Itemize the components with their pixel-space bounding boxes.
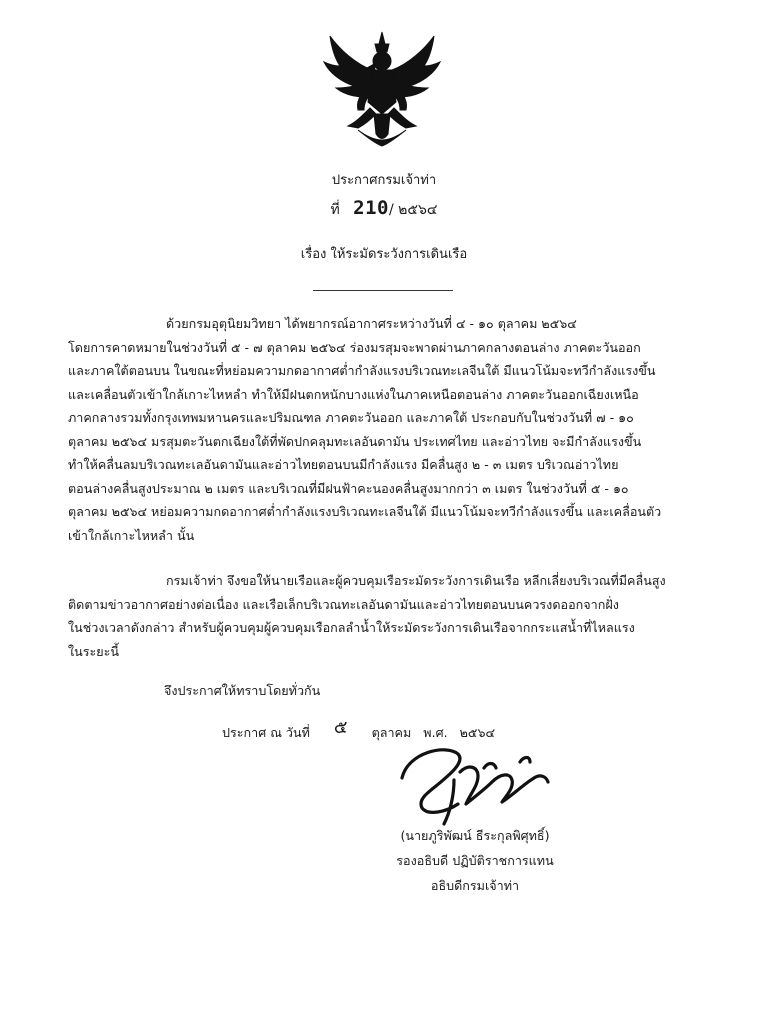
signatory-title: อธิบดีกรมเจ้าท่า <box>430 878 520 893</box>
closing-statement: จึงประกาศให้ทราบโดยทั่วกัน <box>164 683 321 698</box>
signatory-position: รองอธิบดี ปฏิบัติราชการแทน <box>396 853 554 868</box>
date-year: ๒๕๖๔ <box>459 725 495 740</box>
body-paragraph-2 <box>68 569 728 663</box>
garuda-emblem-icon <box>318 30 446 148</box>
paragraph-line: ในช่วงเวลาดังกล่าว สำหรับผู้ควบคุมผู้ควบคุมเรือกลลำน้ำให้ระมัดระวังการเดินเรือจากกระแสน้ำที่ไหลแรง <box>68 620 635 635</box>
paragraph-line: ตอนล่างคลื่นสูงประมาณ ๒ เมตร และบริเวณที่มีฝนฟ้าคะนองคลื่นสูงมากกว่า ๓ เมตร ในช่วงวันที่ ๕ - ๑๐ <box>68 480 629 496</box>
handwritten-signature-icon <box>388 738 558 828</box>
paragraph-line: ภาคกลางรวมทั้งกรุงเทพมหานครและปริมณฑล ภาคตะวันออก และภาคใต้ ประกอบกับในช่วงวันที่ ๗ - ๑๐ <box>68 410 634 425</box>
date-day: ๕ <box>333 717 348 738</box>
paragraph-line: ติดตามข่าวอากาศอย่างต่อเนื่อง และเรือเล็กบริเวณทะเลอันดามันและอ่าวไทยตอนบนควรงดออกจากฝั่ง <box>68 596 619 612</box>
paragraph-line: และภาคใต้ตอนบน ในขณะที่หย่อมความกดอากาศต่ำกำลังแรงบริเวณทะเลจีนใต้ มีแนวโน้มจะทวีกำลังแรงขึ้น <box>68 363 656 378</box>
paragraph-line: เข้าใกล้เกาะไหหลำ นั้น <box>68 527 195 543</box>
paragraph-line: ในระยะนี้ <box>68 643 120 659</box>
paragraph-line: กรมเจ้าท่า จึงขอให้นายเรือและผู้ควบคุมเรือระมัดระวังการเดินเรือ หลีกเลี่ยงบริเวณที่มีคลื่นสูง <box>166 573 666 588</box>
document-number-value: 210 <box>353 197 389 219</box>
document-subject: เรื่อง ให้ระมัดระวังการเดินเรือ <box>300 247 468 262</box>
paragraph-line: และเคลื่อนตัวเข้าใกล้เกาะไหหลำ ทำให้มีฝนตกหนักบางแห่งในภาคเหนือตอนล่าง ภาคตะวันออกเฉียงเหนือ <box>68 386 639 402</box>
paragraph-line: ทำให้คลื่นลมบริเวณทะเลอันดามันและอ่าวไทยตอนบนมีกำลังแรง มีคลื่นสูง ๒ - ๓ เมตร บริเวณอ่าวไทย <box>68 457 619 472</box>
paragraph-line: ตุลาคม ๒๕๖๔ หย่อมความกดอากาศต่ำกำลังแรงบริเวณทะเลจีนใต้ มีแนวโน้มจะทวีกำลังแรงขึ้น และเคลื่อนตัว <box>68 504 662 519</box>
paragraph-line: โดยการคาดหมายในช่วงวันที่ ๕ - ๗ ตุลาคม ๒๕๖๔ ร่องมรสุมจะพาดผ่านภาคกลางตอนล่าง ภาคตะวันออก <box>68 339 641 355</box>
title-divider <box>313 290 453 291</box>
document-number <box>0 197 768 221</box>
signatory-name: (นายภูริพัฒน์ ธีระกุลพิศุทธิ์) <box>400 828 550 843</box>
document-number-year: / ๒๕๖๔ <box>388 202 438 218</box>
paragraph-line: ตุลาคม ๒๕๖๔ มรสุมตะวันตกเฉียงใต้ที่พัดปกคลุมทะเลอันดามัน ประเทศไทย และอ่าวไทย จะมีกำลังแรงขึ้น <box>68 433 642 449</box>
document-number-prefix: ที่ <box>330 202 340 218</box>
date-era: พ.ศ. <box>423 725 448 740</box>
page-title: ประกาศกรมเจ้าท่า <box>331 173 437 188</box>
date-prefix: ประกาศ ณ วันที่ <box>222 725 310 740</box>
date-month: ตุลาคม <box>371 725 412 740</box>
body-paragraph-1 <box>68 312 728 547</box>
paragraph-line: ด้วยกรมอุตุนิยมวิทยา ได้พยากรณ์อากาศระหว่างวันที่ ๔ - ๑๐ ตุลาคม ๒๕๖๔ <box>166 316 577 331</box>
